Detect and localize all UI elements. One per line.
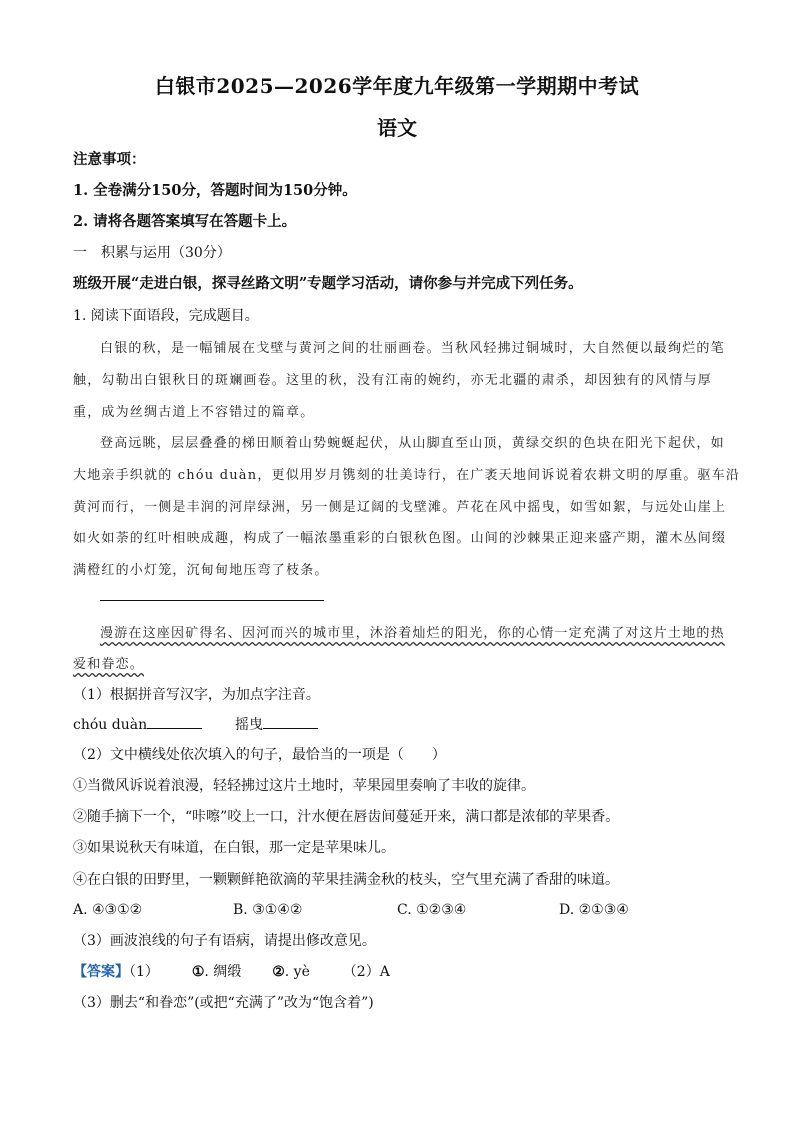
candidate-sentence: ③如果说秋天有味道，在白银，那一定是苹果味儿。 (73, 840, 395, 856)
answer-tag: 【答案】 (73, 964, 129, 980)
answer-line-1 (73, 963, 734, 981)
answer-line-2: （3）删去“和眷恋”(或把“充满了”改为“饱含着”) (73, 995, 374, 1011)
option-c[interactable]: C. ①②③④ (397, 902, 467, 918)
passage-line: 黄河而行，一侧是丰润的河岸绿洲，另一侧是辽阔的戈壁滩。芦花在风中摇曳，如雪如絮，与远处山崖上 (73, 500, 727, 515)
candidate-sentence: ①当微风诉说着浪漫，轻轻拂过这片土地时，苹果园里奏响了丰收的旋律。 (73, 778, 535, 794)
sub-question-3-stem: （3）画波浪线的句子有语病，请提出修改意见。 (73, 933, 376, 949)
question-1-stem: 1. 阅读下面语段，完成题目。 (73, 308, 259, 324)
exam-subject: 语文 (377, 116, 417, 140)
answer-2-text: . yè (284, 964, 310, 980)
answer-mark-2: ② (272, 964, 285, 980)
answer-part-1-label: （1） (129, 964, 159, 980)
sub-question-2-stem: （2）文中横线处依次填入的句子，最恰当的一项是（ ） (73, 747, 446, 763)
passage-line: 大地亲手织就的 chóu duàn，更似用岁月镌刻的壮美诗行，在广袤天地间诉说着农耕文明的厚重。驱车沿 (73, 468, 741, 483)
answer-mark-1: ① (191, 964, 205, 980)
notice-heading: 注意事项： (73, 151, 146, 168)
option-b[interactable]: B. ③①④② (233, 902, 303, 918)
candidate-sentence: ②随手摘下一个，“咔嚓”咬上一口，汁水便在唇齿间蔓延开来，满口都是浓郁的苹果香。 (73, 809, 620, 825)
fill-in-blank-line[interactable] (100, 600, 324, 601)
answer-blank[interactable] (263, 716, 318, 729)
pinyin-prompt: chóu duàn (73, 717, 148, 733)
passage-line: 触，勾勒出白银秋日的斑斓画卷。这里的秋，没有江南的婉约，亦无北疆的肃杀，却因独有的风情与厚 (73, 373, 713, 388)
answer-blank[interactable] (147, 716, 202, 729)
answer-1-text: . 绸缎 (204, 964, 242, 980)
passage-line: 登高远眺，层层叠叠的梯田顺着山势蜿蜒起伏，从山脚直至山顶，黄绿交织的色块在阳光下起伏，如 (100, 436, 725, 451)
passage-line: 满橙红的小灯笼，沉甸甸地压弯了枝条。 (73, 563, 329, 578)
answer-part-2: （2）A (342, 964, 390, 980)
option-a[interactable]: A. ④③①② (73, 902, 143, 918)
notice-item-1: 1. 全卷满分150分，答题时间为150分钟。 (73, 182, 357, 199)
section-heading: 一 积累与运用（30分） (73, 245, 231, 261)
sub-question-1-blanks (73, 716, 734, 734)
wavy-underlined-sentence: 爱和眷恋。 (73, 657, 145, 672)
word-prompt: 摇曳 (235, 717, 264, 733)
wavy-underlined-sentence: 漫游在这座因矿得名、因河而兴的城市里，沐浴着灿烂的阳光，你的心情一定充满了对这片土地的热 (100, 626, 725, 641)
task-intro: 班级开展“走进白银，探寻丝路文明”专题学习活动，请你参与并完成下列任务。 (73, 275, 583, 292)
passage-line: 重，成为丝绸古道上不容错过的篇章。 (73, 405, 315, 420)
notice-item-2: 2. 请将各题答案填写在答题卡上。 (73, 213, 297, 230)
passage-line: 白银的秋，是一幅铺展在戈壁与黄河之间的壮丽画卷。当秋风轻拂过铜城时，大自然便以最绚烂的笔 (100, 341, 725, 356)
option-d[interactable]: D. ②①③④ (559, 902, 629, 918)
exam-title: 白银市2025—2026学年度九年级第一学期期中考试 (154, 74, 640, 98)
sub-question-1-stem: （1）根据拼音写汉字，为加点字注音。 (73, 687, 320, 703)
candidate-sentence: ④在白银的田野里，一颗颗鲜艳欲滴的苹果挂满金秋的枝头，空气里充满了香甜的味道。 (73, 872, 619, 888)
passage-line: 如火如荼的红叶相映成趣，构成了一幅浓墨重彩的白银秋色图。山间的沙棘果正迎来盛产期，灌木丛间缀 (73, 531, 727, 546)
